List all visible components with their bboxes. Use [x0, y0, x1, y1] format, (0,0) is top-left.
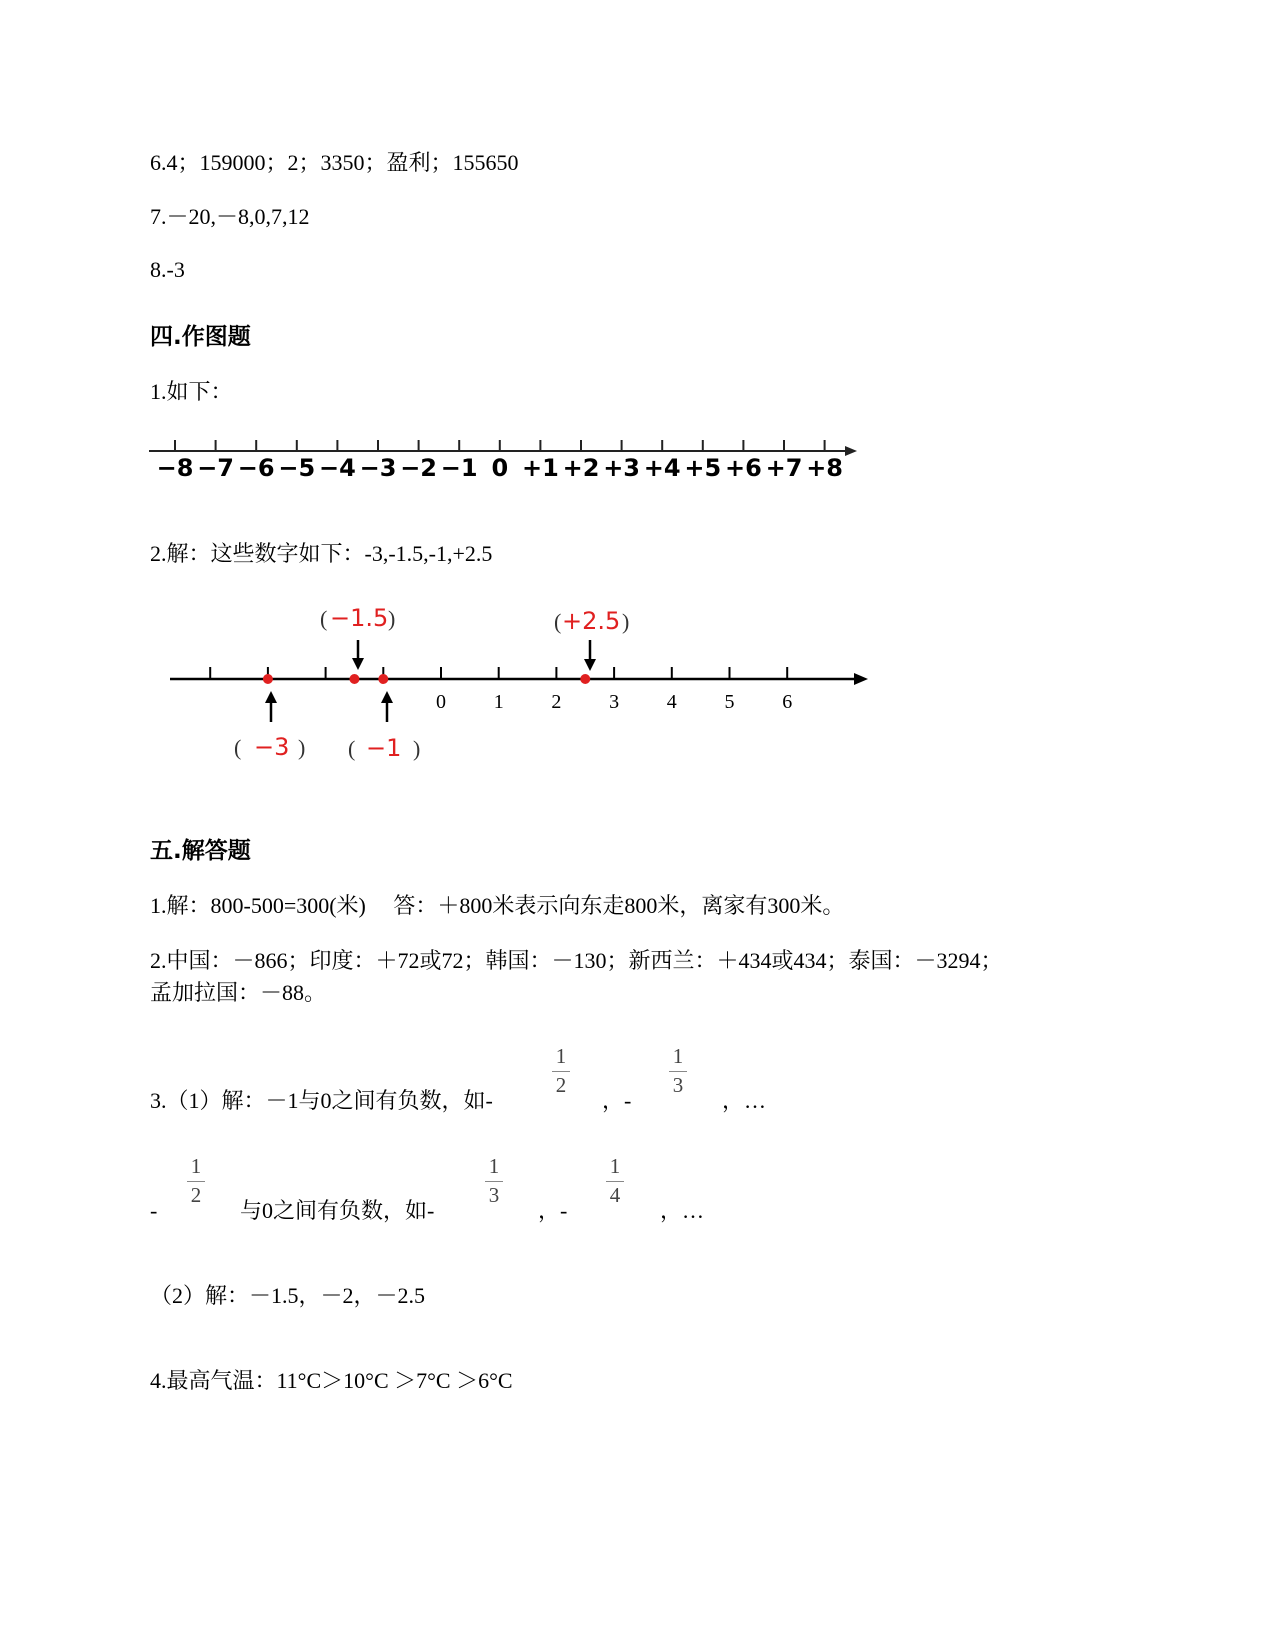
section-heading-drawing: 四.作图题 — [150, 324, 251, 350]
fraction-denominator: 2 — [555, 1073, 567, 1097]
paren-open: ( — [320, 606, 328, 631]
tick-label: +6 — [724, 454, 762, 482]
fraction-numerator: 1 — [488, 1154, 500, 1178]
tick-label: +2 — [562, 454, 600, 482]
fraction-1-2 — [550, 1046, 572, 1096]
tick-label: −4 — [318, 454, 356, 482]
paren-close: ) — [388, 606, 396, 631]
drawing-question-2: 2.解：这些数字如下：-3,-1.5,-1,+2.5 — [150, 541, 493, 566]
marked-point — [580, 674, 590, 684]
fraction-denominator: 3 — [488, 1183, 500, 1207]
tick-label: −1 — [440, 454, 478, 482]
answer-q2-line1: 2.中国：－866；印度：＋72或72；韩国：－130；新西兰：＋434或434；泰国：－3294； — [150, 948, 1003, 973]
answer-line-8: 8.-3 — [150, 257, 185, 282]
tick-label: 2 — [551, 691, 562, 713]
tick-label: +3 — [603, 454, 641, 482]
ellipsis: ，… — [660, 1198, 705, 1223]
paren-open: ( — [234, 735, 242, 760]
marked-point — [263, 674, 273, 684]
tick-label: −8 — [156, 454, 194, 482]
ellipsis: ，… — [722, 1088, 767, 1113]
number-line-2 — [160, 592, 880, 782]
tick-label: +7 — [765, 454, 803, 482]
label-neg-3: −3 — [254, 733, 290, 761]
tick-label: +1 — [521, 454, 559, 482]
tick-label: 4 — [666, 691, 677, 713]
fraction-numerator: 1 — [672, 1044, 684, 1068]
answer-q3-1-prefix: 3.（1）解：－1与0之间有负数，如- — [150, 1088, 493, 1113]
drawing-question-1: 1.如下： — [150, 379, 233, 404]
paren-open: ( — [348, 736, 356, 761]
tick-label: −5 — [278, 454, 316, 482]
tick-label: −7 — [197, 454, 235, 482]
fraction-1-2 — [185, 1156, 207, 1206]
tick-label: −2 — [400, 454, 438, 482]
answer-line-7: 7.－20,－8,0,7,12 — [150, 204, 310, 229]
fraction-numerator: 1 — [609, 1154, 621, 1178]
label-pos-2-5: +2.5 — [562, 607, 621, 635]
tick-label: +5 — [684, 454, 722, 482]
section-heading-answers: 五.解答题 — [150, 838, 251, 864]
separator: ，- — [602, 1088, 632, 1113]
fraction-1-3 — [483, 1156, 505, 1206]
arrow-down-icon — [584, 640, 596, 671]
tick-label: 0 — [436, 691, 446, 713]
fraction-denominator: 3 — [672, 1073, 684, 1097]
fraction-numerator: 1 — [555, 1044, 567, 1068]
tick-label: −3 — [359, 454, 397, 482]
answer-q3-2: （2）解：－1.5，－2，－2.5 — [150, 1283, 426, 1308]
label-neg-1-5: −1.5 — [330, 604, 389, 632]
tick-label: +8 — [806, 454, 844, 482]
fraction-1-4 — [604, 1156, 626, 1206]
answer-q3-1b-prefix: - — [150, 1198, 158, 1223]
marked-point — [378, 674, 388, 684]
tick-label: +4 — [643, 454, 681, 482]
tick-label: 6 — [782, 691, 793, 713]
number-line-1 — [145, 432, 865, 492]
tick-label: 3 — [609, 691, 620, 713]
fraction-denominator: 2 — [190, 1183, 202, 1207]
label-neg-1: −1 — [366, 734, 402, 762]
separator: ，- — [538, 1198, 568, 1223]
answer-q4: 4.最高气温：11°C＞10°C ＞7°C ＞6°C — [150, 1368, 513, 1393]
paren-close: ) — [298, 735, 306, 760]
arrow-up-icon — [381, 691, 393, 722]
answer-line-6: 6.4；159000；2；3350；盈利；155650 — [150, 150, 519, 175]
answer-q1: 1.解：800-500=300(米) 答：＋800米表示向东走800米，离家有300米。 — [150, 893, 845, 918]
paren-close: ) — [622, 609, 630, 634]
answer-q3-1b-mid: 与0之间有负数，如- — [240, 1198, 435, 1223]
arrow-down-icon — [352, 640, 364, 670]
tick-label: 5 — [724, 691, 735, 713]
tick-label: 1 — [493, 691, 504, 713]
answer-q2-line2: 孟加拉国：－88。 — [150, 980, 327, 1005]
fraction-numerator: 1 — [190, 1154, 202, 1178]
tick-label: −6 — [237, 454, 275, 482]
fraction-denominator: 4 — [609, 1183, 621, 1207]
paren-open: ( — [554, 609, 562, 634]
fraction-1-3 — [667, 1046, 689, 1096]
marked-point — [349, 674, 359, 684]
arrow-up-icon — [265, 691, 277, 722]
tick-label: 0 — [491, 454, 509, 482]
paren-close: ) — [413, 736, 421, 761]
